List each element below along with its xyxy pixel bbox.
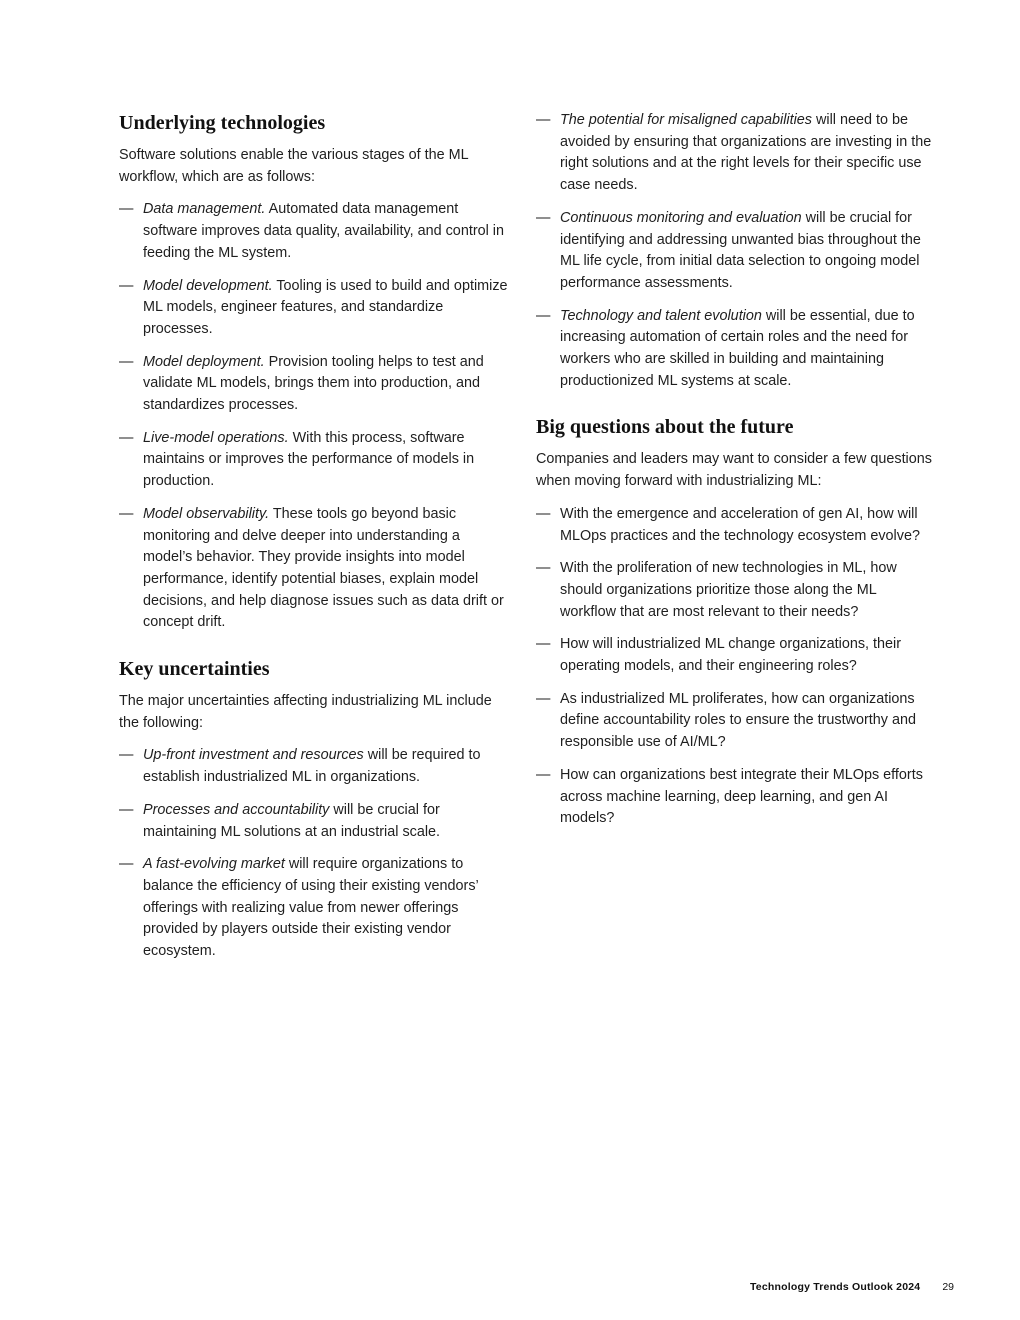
left-column <box>119 110 512 974</box>
item-text: As industrialized ML proliferates, how can organizations define accountability roles to ensure the trustworthy and responsible use of AI/ML? <box>560 690 916 751</box>
item-text: will be essential, due to increasing automation of certain roles and the need for workers who are skilled in building and maintaining productionized ML systems at scale. <box>560 307 915 389</box>
item-term: The potential for misaligned capabilities <box>560 112 812 128</box>
list-item <box>119 276 512 341</box>
item-term: Model deployment. <box>143 353 265 370</box>
item-text: How can organizations best integrate their MLOps efforts across machine learning, deep learning, and gen AI models? <box>560 766 923 827</box>
dash-bullet: — <box>119 747 134 764</box>
dash-bullet: — <box>119 856 134 873</box>
item-text: With the emergence and acceleration of gen AI, how will MLOps practices and the technology ecosystem evolve? <box>560 505 920 544</box>
dash-bullet: — <box>119 277 134 294</box>
dash-bullet: — <box>536 209 551 226</box>
list-item <box>536 558 933 623</box>
heading-underlying-technologies: Underlying technologies <box>119 112 326 134</box>
dash-bullet: — <box>119 429 134 446</box>
footer-title: Technology Trends Outlook 2024 <box>749 1281 921 1293</box>
dash-bullet: — <box>536 560 551 577</box>
item-text: With the proliferation of new technologies in ML, how should organizations prioritize those along the ML workflow that are most relevant to their needs? <box>560 560 897 620</box>
dash-bullet: — <box>536 636 551 653</box>
item-text: will need to be avoided by ensuring that organizations are investing in the right solutions and at the right levels for their specific use case needs. <box>560 112 932 194</box>
item-text: How will industrialized ML change organizations, their operating models, and their engineering roles? <box>560 636 902 675</box>
dash-bullet: — <box>536 690 551 707</box>
list-item <box>536 634 933 677</box>
underlying-list <box>119 199 512 634</box>
underlying-intro: Software solutions enable the various stages of the ML workflow, which are as follows: <box>119 147 469 185</box>
list-item <box>119 199 512 264</box>
dash-bullet: — <box>536 307 551 324</box>
item-text: will be crucial for identifying and addressing unwanted bias throughout the ML life cycle, from initial data selection to ongoing model performance assessments. <box>560 209 921 291</box>
list-item <box>119 800 512 843</box>
item-term: Processes and accountability <box>143 801 330 818</box>
list-item <box>536 504 933 547</box>
item-text: These tools go beyond basic monitoring and delve deeper into understanding a model’s behavior. They provide insights into model performance, identify potential biases, explain model decisions, and help diagnose issues such as data drift or concept drift. <box>143 505 504 631</box>
item-term: Data management. <box>143 201 266 218</box>
item-text: With this process, software maintains or improves the performance of models in production. <box>143 429 475 490</box>
dash-bullet: — <box>536 505 551 522</box>
uncertainties-list <box>119 745 512 962</box>
item-text: Provision tooling helps to test and validate ML models, brings them into production, and standardizes processes. <box>143 353 484 414</box>
heading-big-questions: Big questions about the future <box>536 416 794 439</box>
list-item <box>536 208 933 295</box>
dash-bullet: — <box>119 801 134 818</box>
list-item <box>119 428 512 493</box>
item-text: Tooling is used to build and optimize ML models, engineer features, and standardize processes. <box>143 277 508 337</box>
heading-key-uncertainties: Key uncertainties <box>119 658 270 681</box>
item-term: Up-front investment and resources <box>143 747 364 764</box>
dash-bullet: — <box>536 766 551 783</box>
item-term: Model observability. <box>143 505 270 522</box>
item-term: Live-model operations. <box>143 429 289 446</box>
list-item <box>536 689 933 754</box>
page-number: 29 <box>942 1281 954 1293</box>
list-item <box>119 352 512 417</box>
item-term: Model development. <box>143 277 273 294</box>
list-item <box>536 110 933 197</box>
dash-bullet: — <box>119 505 134 522</box>
list-item <box>536 306 933 393</box>
list-item <box>119 854 512 963</box>
dash-bullet: — <box>119 201 134 218</box>
item-text: will be crucial for maintaining ML solutions at an industrial scale. <box>143 801 441 840</box>
item-text: will require organizations to balance the efficiency of using their existing vendors’ offerings with realizing value from newer offerings provided by players outside their existing vendor ecosystem. <box>143 856 479 960</box>
item-text: will be required to establish industrialized ML in organizations. <box>143 747 481 786</box>
dash-bullet: — <box>536 112 551 128</box>
list-item <box>119 745 512 788</box>
page-footer <box>750 1281 954 1293</box>
list-item <box>119 504 512 634</box>
item-text: Automated data management software improves data quality, availability, and control in feeding the ML system. <box>143 201 505 261</box>
dash-bullet: — <box>119 353 134 370</box>
item-term: Continuous monitoring and evaluation <box>560 209 802 226</box>
uncertainties-list-continued <box>536 110 933 392</box>
item-term: Technology and talent evolution <box>560 307 762 324</box>
questions-list <box>536 504 933 830</box>
right-column <box>536 110 933 841</box>
questions-intro: Companies and leaders may want to consider a few questions when moving forward with industrializing ML: <box>536 451 932 490</box>
uncertainties-intro: The major uncertainties affecting industrializing ML include the following: <box>119 693 492 731</box>
item-term: A fast-evolving market <box>143 856 285 873</box>
list-item <box>536 765 933 830</box>
